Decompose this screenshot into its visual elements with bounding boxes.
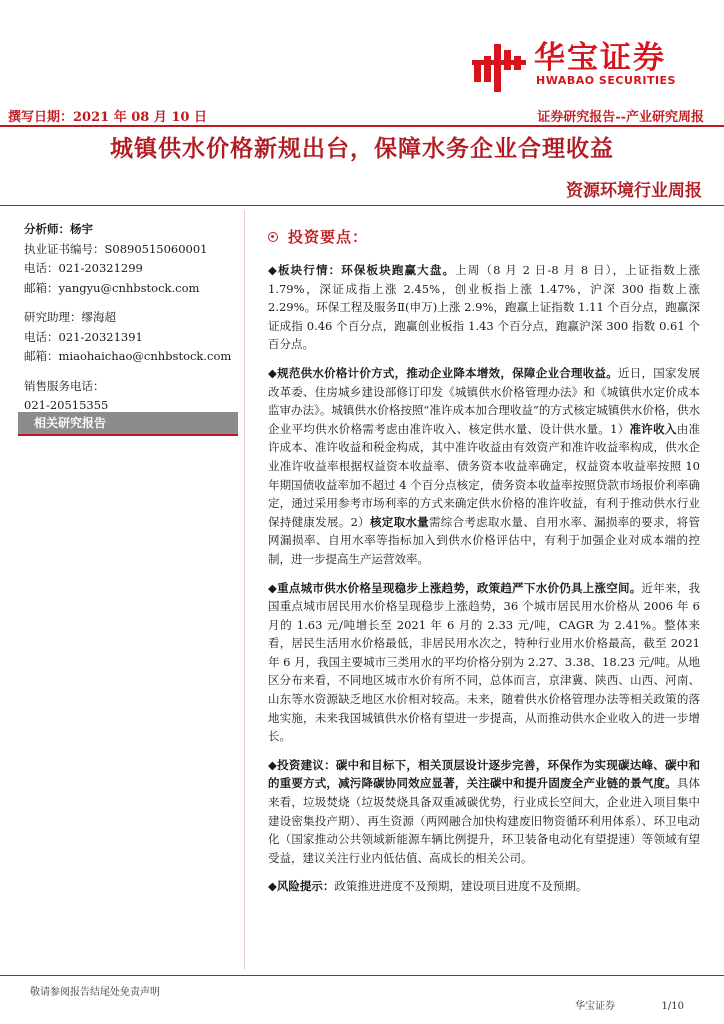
- analyst-phone: 电话：021-20321299: [24, 261, 143, 275]
- paragraph-risk: [268, 877, 700, 896]
- paragraph-market: [268, 261, 700, 354]
- circle-bullet-icon: [268, 232, 278, 242]
- sales-phone: 021-20515355: [24, 398, 109, 412]
- report-date: 撰写日期：2021 年 08 月 10 日: [8, 110, 207, 125]
- paragraph-lead: ◆板块行情：环保板块跑赢大盘。: [268, 263, 456, 277]
- column-divider: [244, 210, 245, 970]
- assistant-phone: 电话：021-20321391: [24, 329, 143, 344]
- assistant-name: 研究助理：缪海超: [24, 310, 116, 324]
- inline-bold: 核定取水量: [369, 514, 429, 529]
- title-divider: [0, 205, 724, 206]
- investment-highlights: [268, 226, 700, 906]
- brand-name-en: HWABAO SECURITIES: [536, 74, 676, 87]
- report-title: 城镇供水价格新规出台，保障水务企业合理收益: [110, 135, 614, 162]
- paragraph-lead: ◆风险提示：: [268, 879, 335, 894]
- related-reports-heading: 相关研究报告: [18, 412, 238, 434]
- paragraph-body: 需综合考虑取水量、自用水率、漏损率的要求，将管网漏损率、自用水率等指标加入到供水价格评估中，有利于加强企业对成本端的控制，进一步提高生产运营效率。: [268, 514, 700, 566]
- hwabao-logo-icon: [472, 34, 528, 94]
- company-logo: [472, 30, 702, 100]
- footer-page-info: [575, 997, 684, 1012]
- paragraph-lead: ◆重点城市供水价格呈现稳步上涨趋势，政策趋严下水价仍具上涨空间。: [268, 580, 642, 595]
- page-number: 1/10: [661, 1001, 684, 1012]
- paragraph-city-prices: [268, 579, 700, 746]
- related-reports-divider: [18, 434, 238, 436]
- section-heading: [268, 226, 700, 247]
- paragraph-body: 由准许成本、准许收益和税金构成，其中准许收益由有效资产和准许收益率构成，供水企业准许收益率根据权益资本收益率、债务资本收益率确定，权益资本收益率按照 10 年期国债收益率加不超过 4 个百分点核定，债务资本收益率按照贷款市场报价利率确定，通过采用参考市场利率的方式来确定供水价格的准许收益，有利于推动供水行业保持健康发展。2）: [268, 421, 700, 529]
- disclaimer-note: 敬请参阅报告结尾处免责声明: [30, 987, 160, 998]
- report-type: 证券研究报告--产业研究周报: [537, 110, 704, 125]
- report-subtitle: 资源环境行业周报: [566, 181, 702, 201]
- paragraph-body: 近日，国家发展改革委、住房城乡建设部修订印发《城镇供水价格管理办法》和《城镇供水定价成本监审办法》。城镇供水价格按照“准许成本加合理收益”的方式核定城镇供水价格，供水企业平均供水价格需考虑由准许收入、核定供水量、设计供水量。1）: [268, 365, 701, 436]
- analyst-info: [24, 220, 232, 416]
- assistant-email: 邮箱：miaohaichao@cnhbstock.com: [24, 349, 232, 363]
- analyst-name: 分析师：杨宇: [24, 222, 93, 236]
- paragraph-body: 具体来看，垃圾焚烧（垃圾焚烧具备双重减碳优势，行业成长空间大，企业进入项目集中建设密集投产期）、再生资源（两网融合加快构建废旧物资循环利用体系）、环卫电动化（国家推动公共领域新能源车辆比例提升，环卫装备电动化有望提速）等领域有望受益，建议关注行业内低估值、高成长的相关公司。: [268, 776, 701, 865]
- paragraph-lead: ◆投资建议：碳中和目标下，相关顶层设计逐步完善，环保作为实现碳达峰、碳中和的重要方式，减污降碳协同效应显著，关注碳中和提升固废全产业链的景气度。: [268, 757, 700, 791]
- header-divider: [0, 125, 724, 127]
- paragraph-pricing-policy: [268, 364, 700, 569]
- paragraph-lead: ◆规范供水价格计价方式，推动企业降本增效，保障企业合理收益。: [268, 365, 618, 380]
- section-title: 投资要点：: [288, 228, 369, 246]
- analyst-cert: 执业证书编号：S0890515060001: [24, 241, 208, 256]
- sales-label: 销售服务电话：: [24, 378, 105, 393]
- footer-firm: 华宝证券: [575, 1001, 616, 1012]
- paragraph-body: 上周（8 月 2 日-8 月 8 日），上证指数上涨 1.79%，深证成指上涨 2.45%，创业板指上涨 1.47%，沪深 300 指数上涨 2.29%。环保工程及服务Ⅱ(申万)上涨 2.9%，跑赢上证指数 1.11 个百分点，跑赢深证成指 0.46 个百分点，跑赢创业板指 1.43 个百分点，跑赢沪深 300 指数 0.61 个百分点。: [268, 263, 700, 352]
- paragraph-body: 政策推进进度不及预期，建设项目进度不及预期。: [334, 879, 588, 894]
- paragraph-body: 近年来，我国重点城市居民用水价格呈现稳步上涨趋势，36 个城市居民用水价格从 2006 年 6 月的 1.63 元/吨增长至 2021 年 6 月的 2.33 元/吨，CAGR 为 2.41%。整体来看，居民生活用水价格最低，非居民用水次之，特种行业用水价格最高，截至 2021 年 6 月，我国主要城市三类用水的平均价格分别为 2.27、3.38、18.23 元/吨。从地区分布来看，不同地区城市水价有所不同，总体而言，京津冀、陕西、山西、河南、山东等水资源缺乏地区水价相对较高。未来，随着供水价格管理办法等相关政策的落地实施，未来我国城镇供水价格有望进一步提高，从而推动供水企业收入的进一步增长。: [268, 580, 701, 744]
- analyst-email: 邮箱：yangyu@cnhbstock.com: [24, 280, 200, 295]
- brand-name-cn: 华宝证券: [534, 40, 666, 76]
- footer-divider: [0, 975, 724, 976]
- paragraph-investment-advice: [268, 756, 700, 868]
- inline-bold: 准许收入: [629, 421, 677, 436]
